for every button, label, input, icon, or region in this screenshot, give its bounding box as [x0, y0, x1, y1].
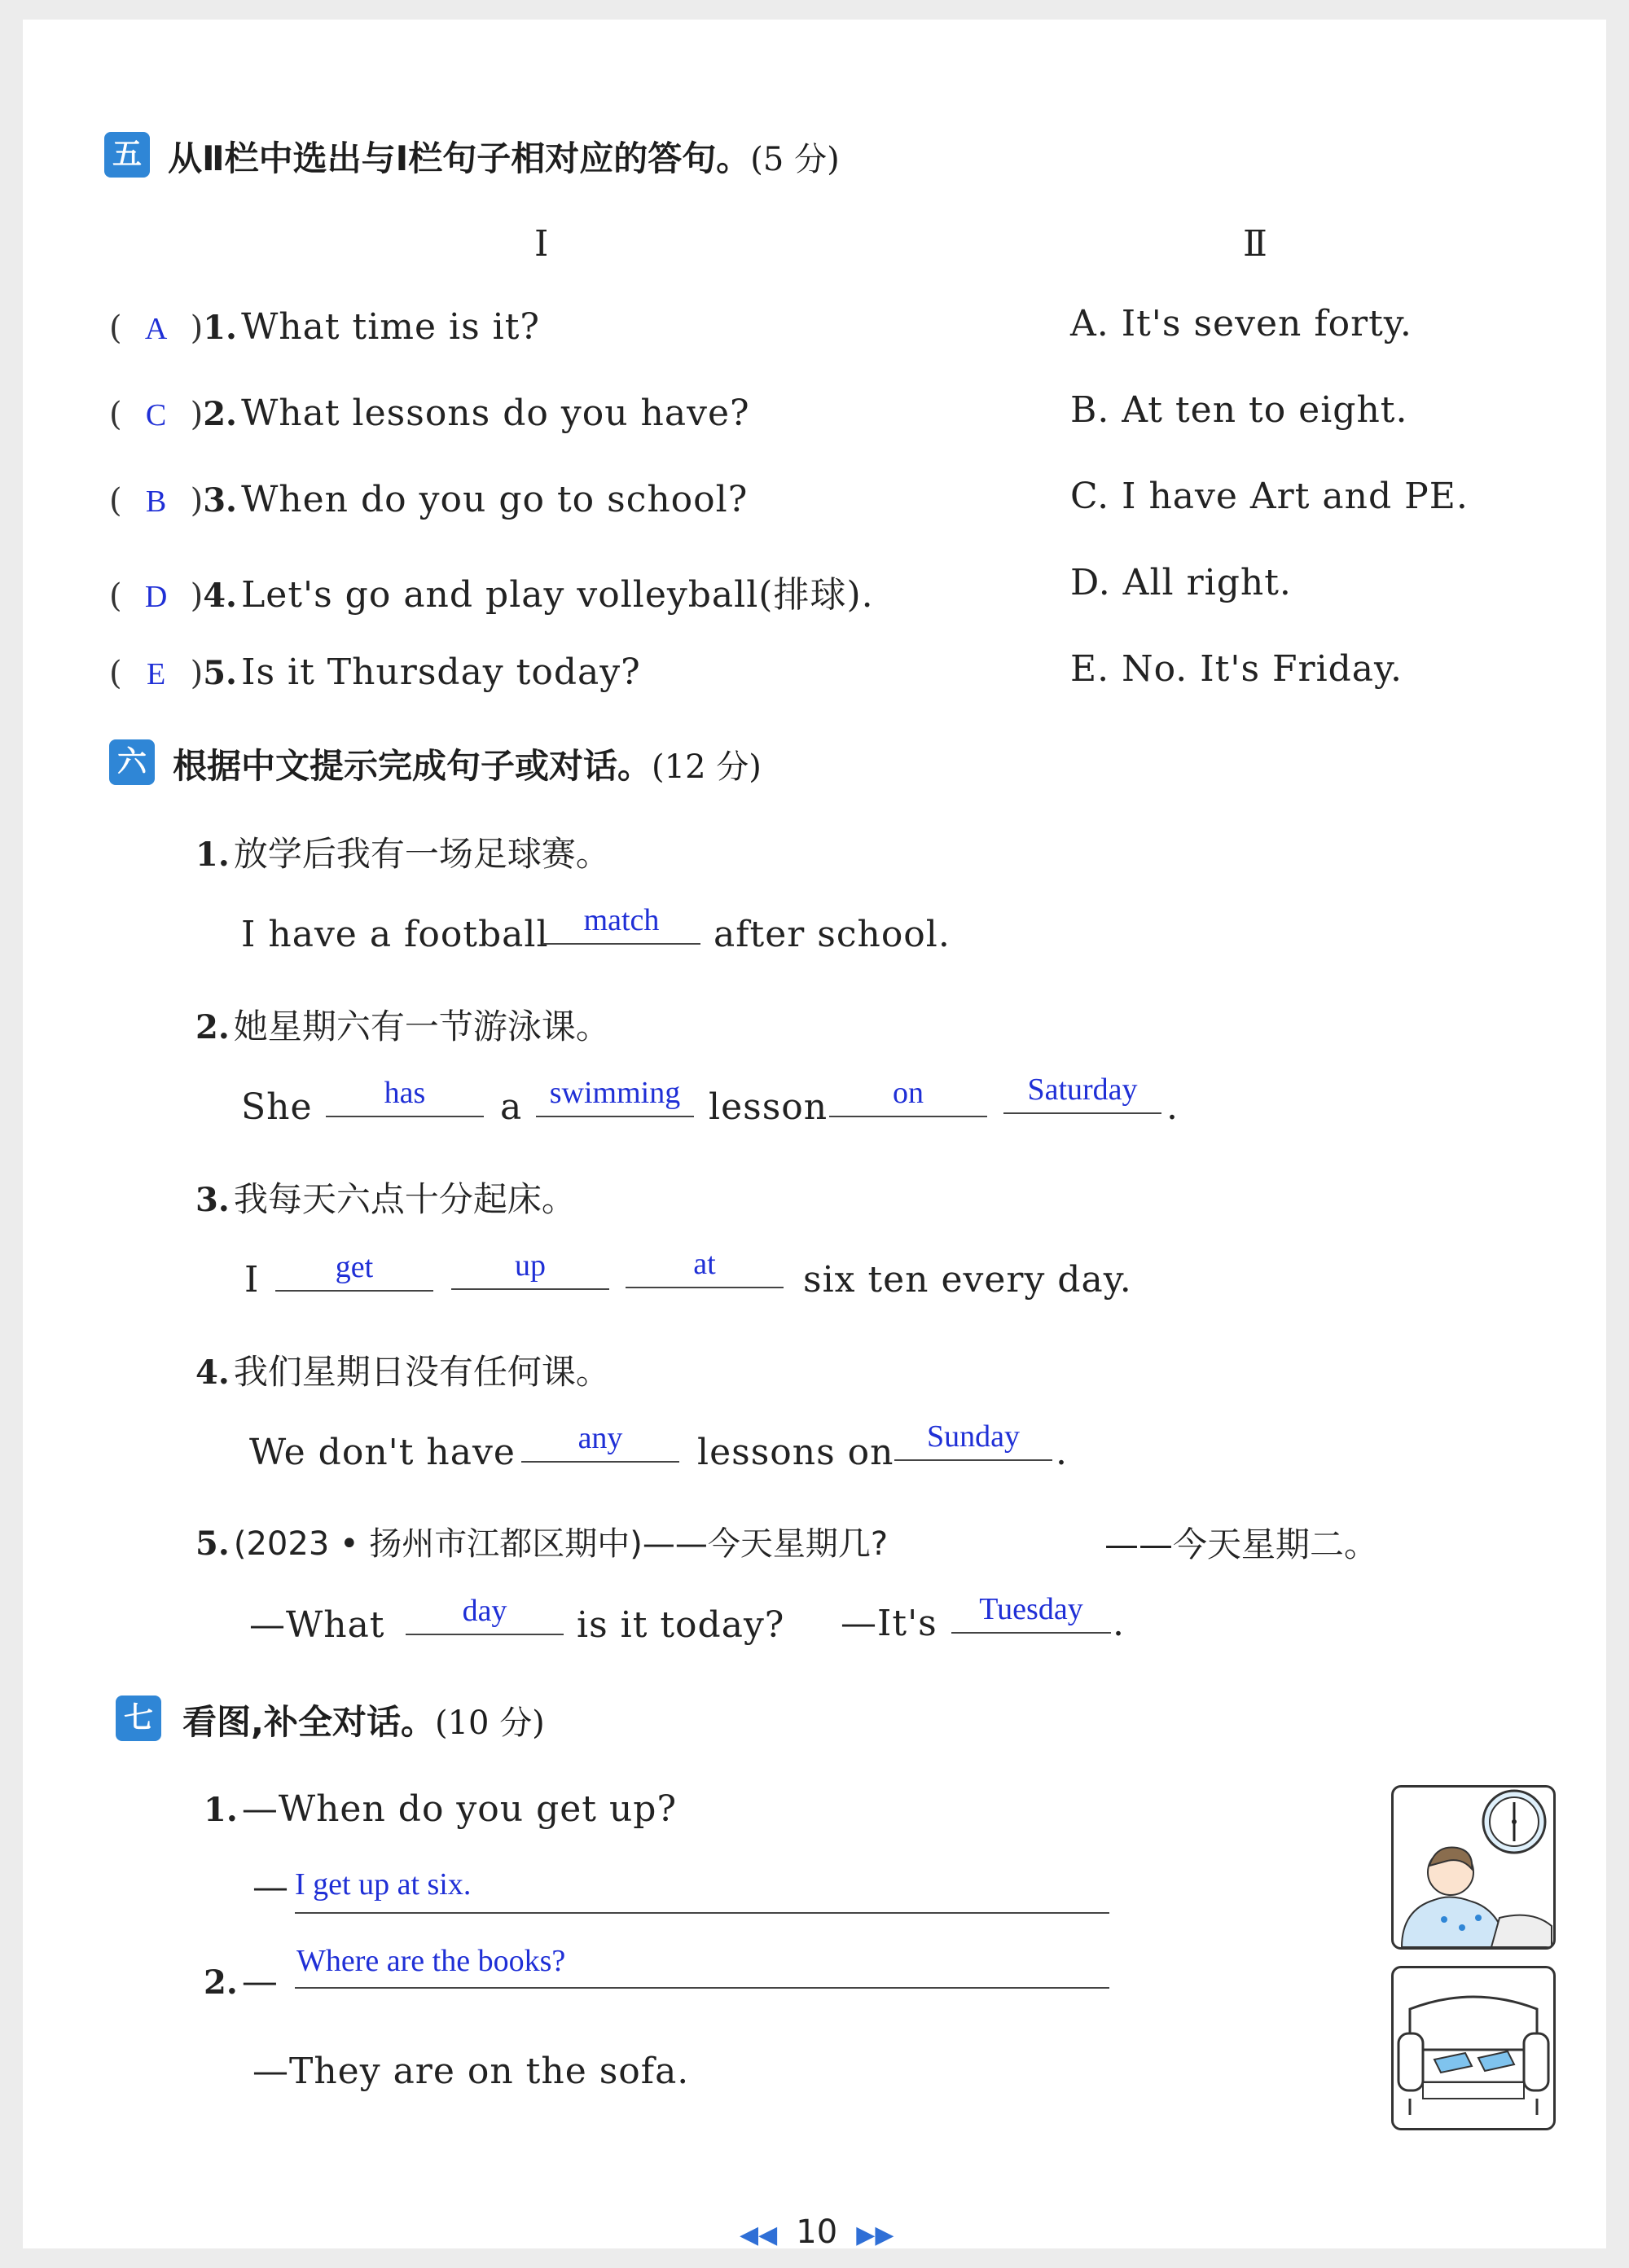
clock-icon: [1394, 1788, 1553, 1947]
sentence-text: I: [244, 1259, 260, 1301]
next-page-icon[interactable]: ▶▶: [856, 2221, 894, 2249]
sentence-text: is it today?: [577, 1604, 785, 1646]
section-7-title: [182, 1696, 545, 1744]
sentence-text: a: [500, 1086, 523, 1128]
sentence-text: —What: [249, 1604, 385, 1646]
blank-sunday[interactable]: Sunday: [894, 1420, 1052, 1461]
blank-day[interactable]: day: [406, 1595, 564, 1635]
sentence-text: We don't have: [249, 1432, 516, 1473]
blank-has[interactable]: has: [326, 1077, 484, 1117]
item-6-3-prompt: [195, 1173, 576, 1222]
item-7-1: [204, 1788, 677, 1830]
sentence-text: I have a football: [241, 914, 549, 955]
section-6-title-text: 根据中文提示完成句子或对话。: [173, 746, 652, 786]
answer-1[interactable]: A: [144, 312, 168, 346]
sentence-text: lesson: [709, 1086, 828, 1128]
section-7-title-text: 看图,补全对话。: [182, 1702, 435, 1742]
chinese-prompt: 放学后我有一场足球赛。: [233, 834, 610, 874]
answer-text-2[interactable]: Where are the books?: [296, 1944, 566, 1978]
page-number: 10: [796, 2213, 838, 2251]
option-b: B. At ten to eight.: [1070, 389, 1408, 431]
sentence-text: —It's: [841, 1603, 937, 1644]
blank-at[interactable]: at: [626, 1248, 784, 1288]
section-5-title: [168, 132, 840, 181]
section-6-badge: 六: [109, 739, 155, 785]
section-5-title-text: 从Ⅱ栏中选出与Ⅰ栏句子相对应的答句。: [168, 138, 751, 178]
answer-line-1: [295, 1910, 1109, 1914]
sofa-icon: [1394, 1968, 1553, 2128]
section-6-points: (12 分): [652, 748, 762, 786]
prev-page-icon[interactable]: ◀◀: [740, 2221, 778, 2249]
item-6-2-prompt: [195, 1000, 610, 1049]
item-6-5-prompt: [195, 1518, 888, 1564]
section-7-points: (10 分): [434, 1704, 545, 1742]
picture-sofa-books: [1391, 1966, 1556, 2130]
sentence-text: six ten every day.: [803, 1259, 1132, 1301]
question-text: What time is it?: [241, 306, 541, 348]
item-number: 1.: [204, 1791, 238, 1829]
blank-any[interactable]: any: [521, 1422, 679, 1463]
chinese-prompt: 我们星期日没有任何课。: [233, 1352, 610, 1392]
question-number: 2.: [203, 395, 237, 433]
item-6-1-prompt: [195, 827, 610, 876]
picture-boy-clock: [1391, 1785, 1556, 1950]
question-number: 4.: [203, 577, 237, 615]
sentence-text: after school.: [714, 914, 951, 955]
reply-text: —They are on the sofa.: [252, 2051, 690, 2092]
question-text: Is it Thursday today?: [241, 651, 641, 693]
item-number: 5.: [195, 1524, 230, 1563]
question-number: 5.: [203, 654, 237, 692]
sentence-end: .: [1166, 1086, 1179, 1128]
answer-5[interactable]: E: [147, 657, 166, 691]
option-a: A. It's seven forty.: [1070, 303, 1412, 344]
page-footer: [740, 2213, 894, 2251]
chinese-prompt: 我每天六点十分起床。: [233, 1179, 576, 1219]
blank-get[interactable]: get: [275, 1251, 433, 1292]
question-number: 1.: [203, 309, 237, 347]
sentence-end: .: [1113, 1603, 1125, 1644]
match-question-3: ( B )3. When do you go to school?: [109, 479, 749, 520]
answer-2[interactable]: C: [145, 398, 167, 432]
answer-dash: —: [252, 1867, 289, 1908]
question-text: When do you go to school?: [241, 479, 749, 520]
section-5-badge: 五: [104, 132, 150, 178]
blank-tuesday[interactable]: Tuesday: [951, 1593, 1111, 1634]
sentence-end: .: [1056, 1432, 1068, 1473]
match-question-2: ( C )2. What lessons do you have?: [109, 393, 750, 434]
option-e: E. No. It's Friday.: [1070, 648, 1403, 690]
question-number: 3.: [203, 481, 237, 520]
match-question-1: ( A )1. What time is it?: [109, 306, 541, 348]
chinese-prompt: (2023 • 扬州市江都区期中)——今天星期几?: [233, 1525, 889, 1563]
blank-up[interactable]: up: [451, 1249, 609, 1290]
blank-swimming[interactable]: swimming: [536, 1077, 694, 1117]
match-question-5: ( E )5. Is it Thursday today?: [109, 651, 641, 693]
question-text: What lessons do you have?: [241, 393, 750, 434]
answer-3[interactable]: B: [145, 485, 167, 519]
section-6-title: [173, 739, 762, 788]
blank-saturday[interactable]: Saturday: [1003, 1073, 1161, 1114]
sentence-text: lessons on: [697, 1432, 894, 1473]
sentence-text: She: [241, 1086, 313, 1128]
item-number: 3.: [195, 1181, 230, 1219]
item-number: 1.: [195, 836, 230, 874]
item-7-2: [204, 1961, 279, 2003]
item-number: 2.: [204, 1963, 238, 2002]
blank-match[interactable]: match: [542, 904, 700, 945]
item-6-4-prompt: [195, 1345, 610, 1394]
worksheet-page: [23, 20, 1606, 2251]
match-question-4: ( D )4. Let's go and play volleyball(排球).: [109, 574, 874, 616]
column-1-header: Ⅰ: [534, 223, 549, 265]
answer-line-2: [295, 1985, 1109, 1989]
question-text: Let's go and play volleyball(排球).: [241, 574, 874, 616]
item-number: 4.: [195, 1353, 230, 1392]
answer-dash: —: [241, 1961, 279, 2003]
section-5-points: (5 分): [750, 141, 840, 178]
option-d: D. All right.: [1070, 562, 1292, 603]
chinese-prompt: 她星期六有一节游泳课。: [233, 1007, 610, 1046]
section-7-badge: 七: [116, 1696, 161, 1741]
answer-4[interactable]: D: [144, 580, 168, 614]
answer-text-1[interactable]: I get up at six.: [295, 1867, 472, 1902]
blank-on[interactable]: on: [829, 1077, 987, 1117]
option-c: C. I have Art and PE.: [1070, 476, 1469, 517]
question-text: —When do you get up?: [241, 1788, 678, 1830]
column-2-header: Ⅱ: [1243, 223, 1267, 265]
item-number: 2.: [195, 1008, 230, 1046]
chinese-prompt-reply: ——今天星期二。: [1104, 1524, 1379, 1564]
